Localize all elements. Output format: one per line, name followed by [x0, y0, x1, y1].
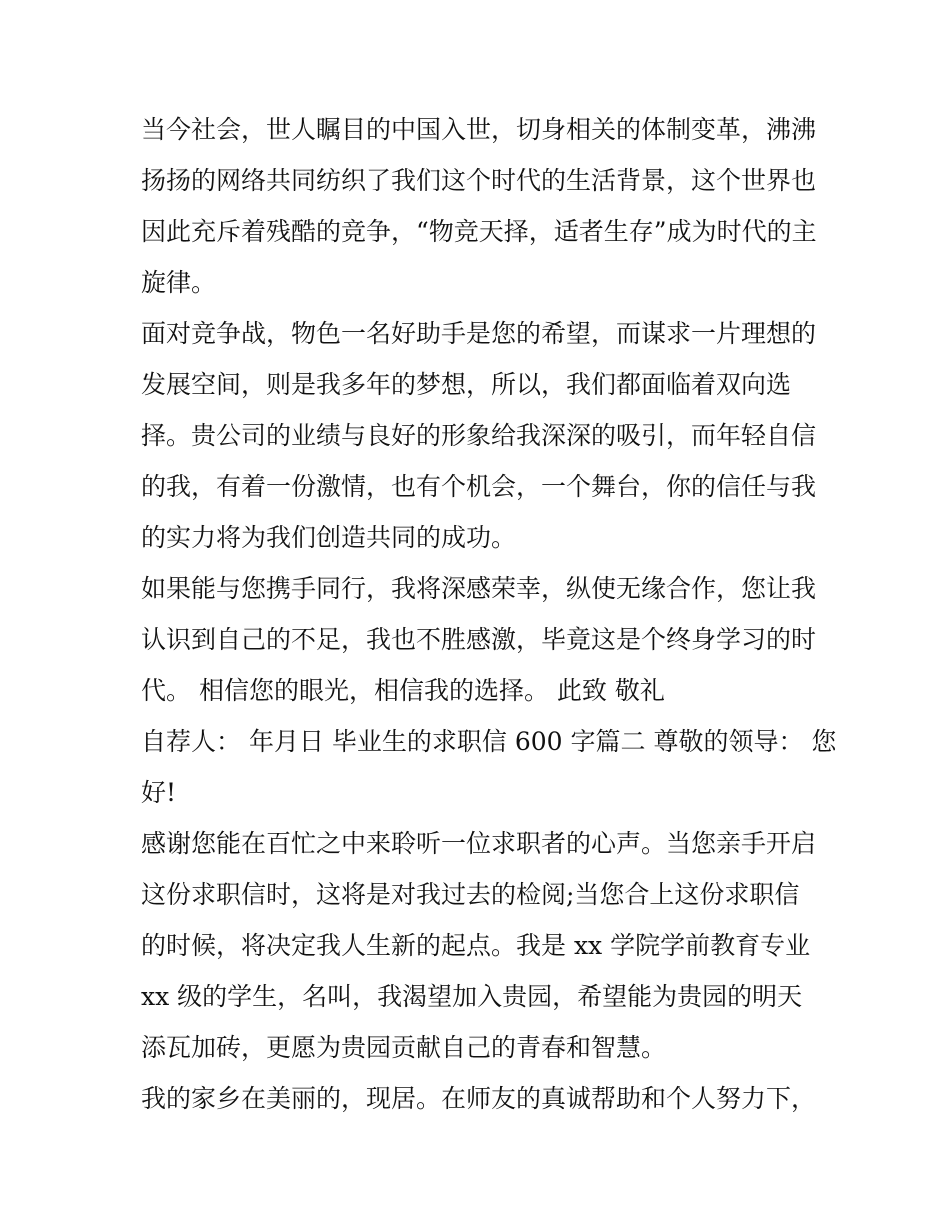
- text-line: 感谢您能在百忙之中来聆听一位求职者的心声。当您亲手开启: [141, 829, 817, 858]
- text-line: 的我，有着一份激情，也有个机会，一个舞台，你的信任与我: [141, 472, 817, 501]
- text-line: 自荐人： 年月日 毕业生的求职信 600 字篇二 尊敬的领导： 您: [141, 727, 837, 756]
- text-line: 发展空间，则是我多年的梦想，所以，我们都面临着双向选: [141, 370, 792, 399]
- document-body: [141, 104, 837, 1124]
- text-line: 面对竞争战，物色一名好助手是您的希望，而谋求一片理想的: [141, 319, 817, 348]
- text-line: 如果能与您携手同行，我将深感荣幸，纵使无缘合作，您让我: [141, 574, 817, 603]
- text-line: 因此充斥着残酷的竞争，“物竞天择，适者生存”成为时代的主: [141, 217, 817, 246]
- text-line: 扬扬的网络共同纺织了我们这个时代的生活背景，这个世界也: [141, 166, 817, 195]
- paragraph-5: [141, 818, 816, 1073]
- text-line: 我的家乡在美丽的，现居。在师友的真诚帮助和个人努力下，: [141, 1084, 817, 1113]
- paragraph-2: [141, 308, 816, 563]
- text-line: 旋律。: [141, 268, 217, 297]
- paragraph-6: [141, 1073, 816, 1124]
- text-line: 择。贵公司的业绩与良好的形象给我深深的吸引，而年轻自信: [141, 421, 817, 450]
- text-line: 代。 相信您的眼光，相信我的选择。 此致 敬礼: [141, 676, 665, 705]
- text-line: 添瓦加砖，更愿为贵园贡献自己的青春和智慧。: [141, 1033, 667, 1062]
- paragraph-3: [141, 563, 816, 716]
- paragraph-1: [141, 104, 816, 308]
- text-line: 认识到自己的不足，我也不胜感激，毕竟这是个终身学习的时: [141, 625, 817, 654]
- text-line: xx 级的学生，名叫，我渴望加入贵园，希望能为贵园的明天: [141, 982, 803, 1011]
- paragraph-4: [141, 716, 837, 818]
- text-line: 的时候，将决定我人生新的起点。我是 xx 学院学前教育专业: [141, 931, 811, 960]
- text-line: 的实力将为我们创造共同的成功。: [141, 523, 517, 552]
- text-line: 这份求职信时，这将是对我过去的检阅;当您合上这份求职信: [141, 880, 800, 909]
- text-line: 当今社会，世人瞩目的中国入世，切身相关的体制变革，沸沸: [141, 115, 817, 144]
- text-line: 好!: [141, 778, 177, 807]
